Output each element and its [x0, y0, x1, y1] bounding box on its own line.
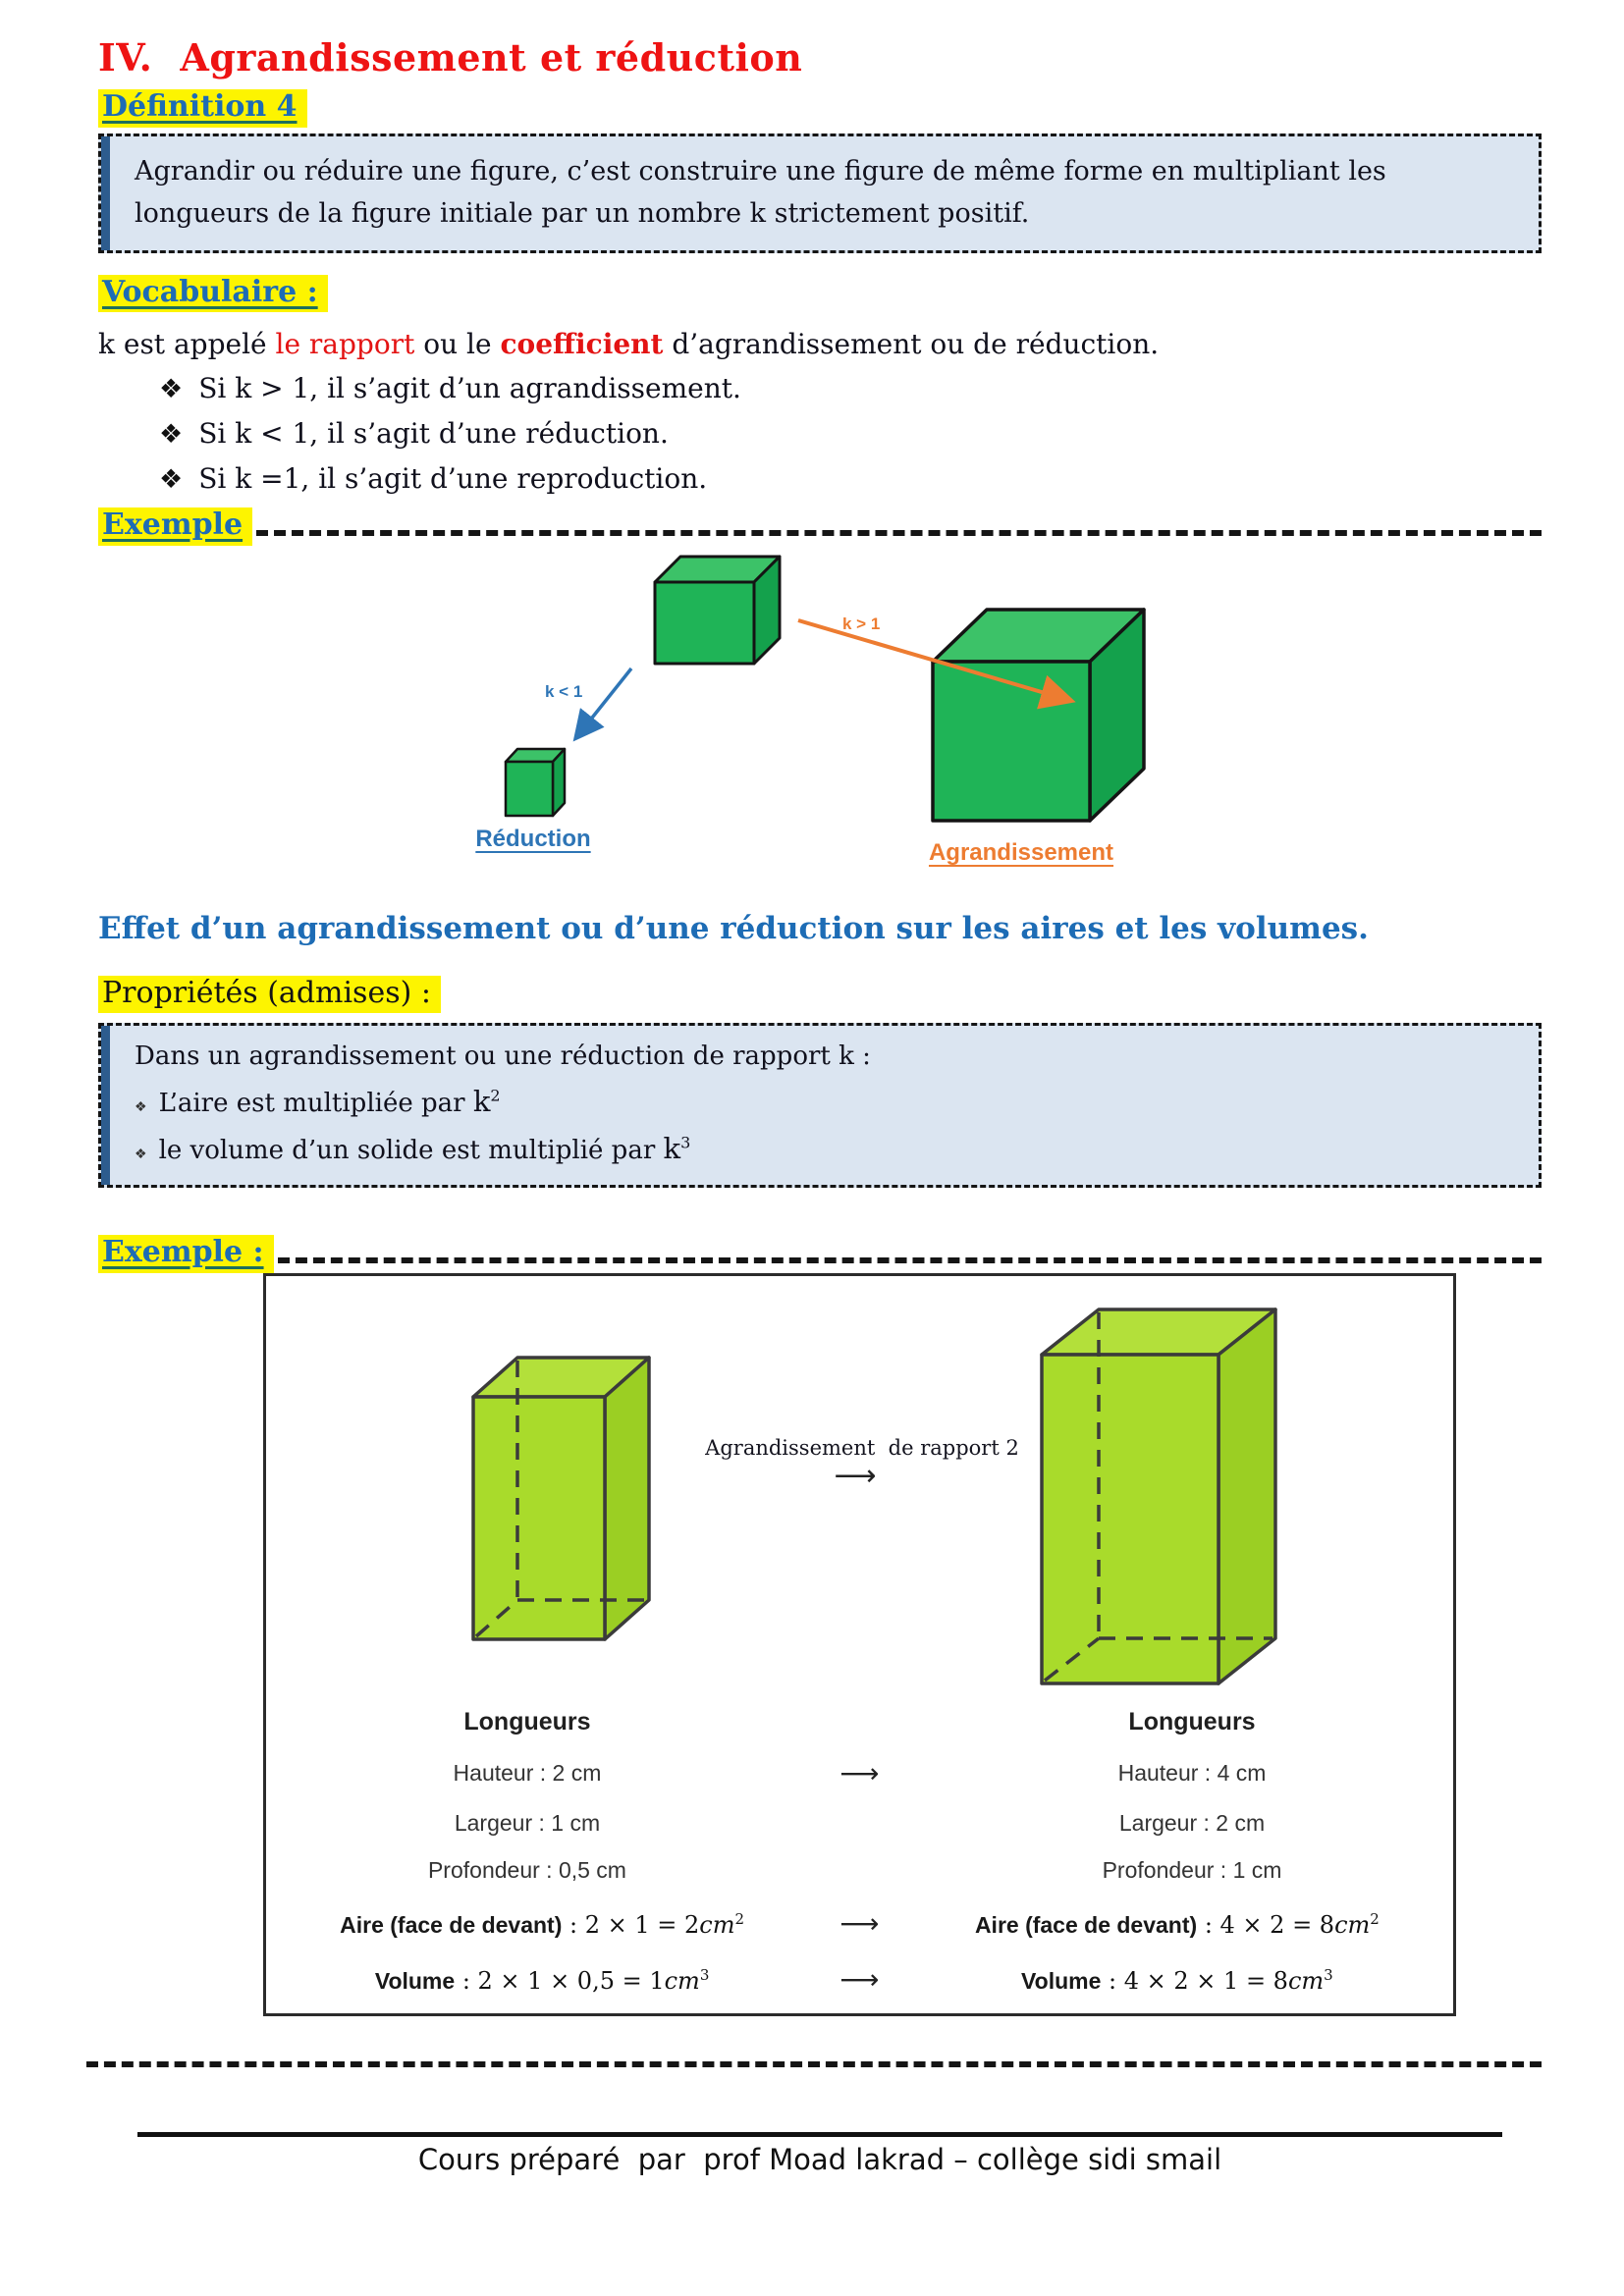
k-cubed	[664, 1132, 691, 1165]
volume-right	[901, 1966, 1453, 1995]
length-value: Hauteur : 4 cm	[1117, 1759, 1267, 1786]
prisms-figure	[266, 1276, 1453, 1700]
volume-label: Volume	[1021, 1967, 1102, 1994]
volume-left	[266, 1966, 818, 1995]
area-unit: cm	[1334, 1910, 1371, 1939]
transform-arrow-icon: ⟶	[834, 1458, 877, 1493]
list-item	[159, 462, 1542, 495]
area-unit: cm	[699, 1910, 735, 1939]
property-text	[159, 1085, 501, 1118]
volume-formula	[455, 1967, 709, 1995]
effect-heading: Effet d’un agrandissement ou d’une réduction sur les aires et les volumes.	[98, 910, 1369, 946]
k-symbol: k	[663, 1132, 681, 1166]
area-formula	[1197, 1911, 1380, 1939]
property-text-body: le volume d’un solide est multiplié par	[158, 1136, 664, 1166]
volume-math: : 4 × 2 × 1 = 8	[1101, 1966, 1288, 1995]
row-arrow-icon: ⟶	[839, 1906, 880, 1940]
definition-label: Définition 4	[98, 89, 307, 128]
length-value: Largeur : 2 cm	[1118, 1809, 1266, 1836]
area-row	[266, 1907, 1453, 1940]
definition-text: Agrandir ou réduire une figure, c’est construire une figure de même forme en multipliant les longueurs de la figure initiale par un nombre k strictement positif.	[135, 155, 1386, 229]
k-greater-label: k > 1	[842, 614, 881, 633]
length-row-largeur	[266, 1789, 1453, 1837]
property-text-body: L’aire est multipliée par	[158, 1089, 473, 1119]
footer-text: Cours préparé par prof Moad lakrad – collège sidi smail	[417, 2142, 1222, 2176]
properties-label: Propriétés (admises) :	[98, 976, 441, 1014]
exemple2-label: Exemple :	[98, 1235, 274, 1273]
exemple1-heading-row	[98, 507, 1542, 546]
transform-label: Agrandissement de rapport 2	[705, 1435, 1019, 1460]
example-box	[263, 1273, 1456, 2016]
list-item	[159, 372, 1542, 404]
vocabulaire-section	[98, 275, 1542, 496]
diamond-bullet-icon: ❖	[159, 374, 184, 405]
length-row-hauteur	[266, 1736, 1453, 1789]
vocabulaire-list	[159, 372, 1542, 495]
volume-row	[266, 1963, 1453, 1996]
property-item	[135, 1085, 1513, 1118]
row-arrow-icon: ⟶	[839, 1756, 880, 1789]
vocab-coefficient: coefficient	[500, 328, 664, 361]
length-value: Largeur : 1 cm	[454, 1809, 601, 1836]
area-left	[266, 1910, 818, 1939]
property-item	[135, 1132, 1513, 1165]
exemple2-heading-row	[98, 1235, 1542, 1273]
vocabulaire-label: Vocabulaire :	[98, 275, 328, 313]
note-box-accent-bar	[101, 136, 110, 250]
reduction-arrow	[577, 668, 631, 736]
area-right	[901, 1910, 1453, 1939]
volume-unit: cm	[664, 1966, 700, 1995]
k-exponent: 2	[490, 1086, 501, 1105]
small-diamond-bullet-icon: ❖	[135, 1099, 147, 1116]
length-value: Hauteur : 2 cm	[453, 1759, 602, 1786]
row-arrow-icon: ⟶	[839, 1962, 880, 1996]
list-item	[159, 417, 1542, 450]
properties-label-row	[98, 976, 1542, 1014]
volume-math: : 2 × 1 × 0,5 = 1	[455, 1966, 665, 1995]
vocab-rapport: le rapport	[275, 328, 415, 361]
diamond-bullet-icon: ❖	[159, 464, 184, 496]
properties-intro: Dans un agrandissement ou une réduction de rapport k :	[135, 1041, 871, 1072]
vocabulaire-intro	[98, 328, 1542, 360]
length-row-profondeur	[266, 1837, 1453, 1884]
dashed-rule	[278, 1257, 1542, 1263]
prism-large	[1042, 1309, 1275, 1683]
section-title-text: Agrandissement et réduction	[180, 35, 803, 80]
reduction-label: Réduction	[475, 825, 591, 852]
vocab-intro-part3: d’agrandissement ou de réduction.	[663, 328, 1160, 361]
area-formula	[562, 1911, 744, 1939]
cube-small	[506, 749, 565, 816]
volume-unit: cm	[1287, 1966, 1325, 1995]
cube-large	[933, 610, 1144, 821]
k-symbol: k	[472, 1085, 491, 1119]
diamond-bullet-icon: ❖	[159, 419, 184, 451]
area-exponent: 2	[1370, 1909, 1380, 1928]
vocab-intro-part1: k est appelé	[98, 328, 276, 361]
lengths-header-left: Longueurs	[463, 1707, 591, 1735]
area-math: : 4 × 2 = 8	[1197, 1910, 1335, 1939]
prism-small	[473, 1358, 649, 1639]
volume-exponent: 3	[699, 1965, 710, 1984]
area-exponent: 2	[734, 1909, 745, 1928]
cube-medium	[655, 557, 780, 664]
area-math: : 2 × 1 = 2	[562, 1910, 700, 1939]
footer-rule	[137, 2132, 1502, 2137]
exemple1-label: Exemple	[98, 507, 252, 546]
cubes-figure	[98, 546, 1542, 883]
lengths-header-right: Longueurs	[1128, 1707, 1256, 1735]
dashed-rule	[256, 530, 1542, 536]
bottom-dashed-rule	[86, 2061, 1542, 2067]
area-label: Aire (face de devant)	[340, 1911, 563, 1938]
volume-formula	[1101, 1967, 1332, 1995]
area-label: Aire (face de devant)	[974, 1911, 1198, 1938]
note-box-accent-bar	[101, 1026, 110, 1185]
section-title	[98, 35, 1542, 80]
k-squared	[473, 1085, 501, 1118]
length-value: Profondeur : 0,5 cm	[427, 1856, 626, 1883]
volume-exponent: 3	[1324, 1965, 1333, 1984]
property-text	[159, 1132, 691, 1165]
definition-box	[98, 133, 1542, 253]
k-less-label: k < 1	[545, 681, 583, 701]
length-value: Profondeur : 1 cm	[1102, 1856, 1282, 1883]
vocab-item-text: Si k =1, il s’agit d’une reproduction.	[198, 462, 708, 496]
vocab-intro-part2: ou le	[414, 328, 501, 361]
lengths-header-row	[266, 1700, 1453, 1736]
agrandissement-label: Agrandissement	[928, 838, 1114, 866]
vocab-item-text: Si k > 1, il s’agit d’un agrandissement.	[198, 372, 741, 405]
section-number: IV.	[98, 35, 153, 80]
cubes-figure-canvas	[98, 546, 1542, 883]
vocab-item-text: Si k < 1, il s’agit d’une réduction.	[198, 417, 669, 451]
small-diamond-bullet-icon: ❖	[135, 1147, 147, 1163]
properties-box	[98, 1023, 1542, 1188]
volume-label: Volume	[374, 1967, 456, 1994]
k-exponent: 3	[680, 1133, 691, 1152]
